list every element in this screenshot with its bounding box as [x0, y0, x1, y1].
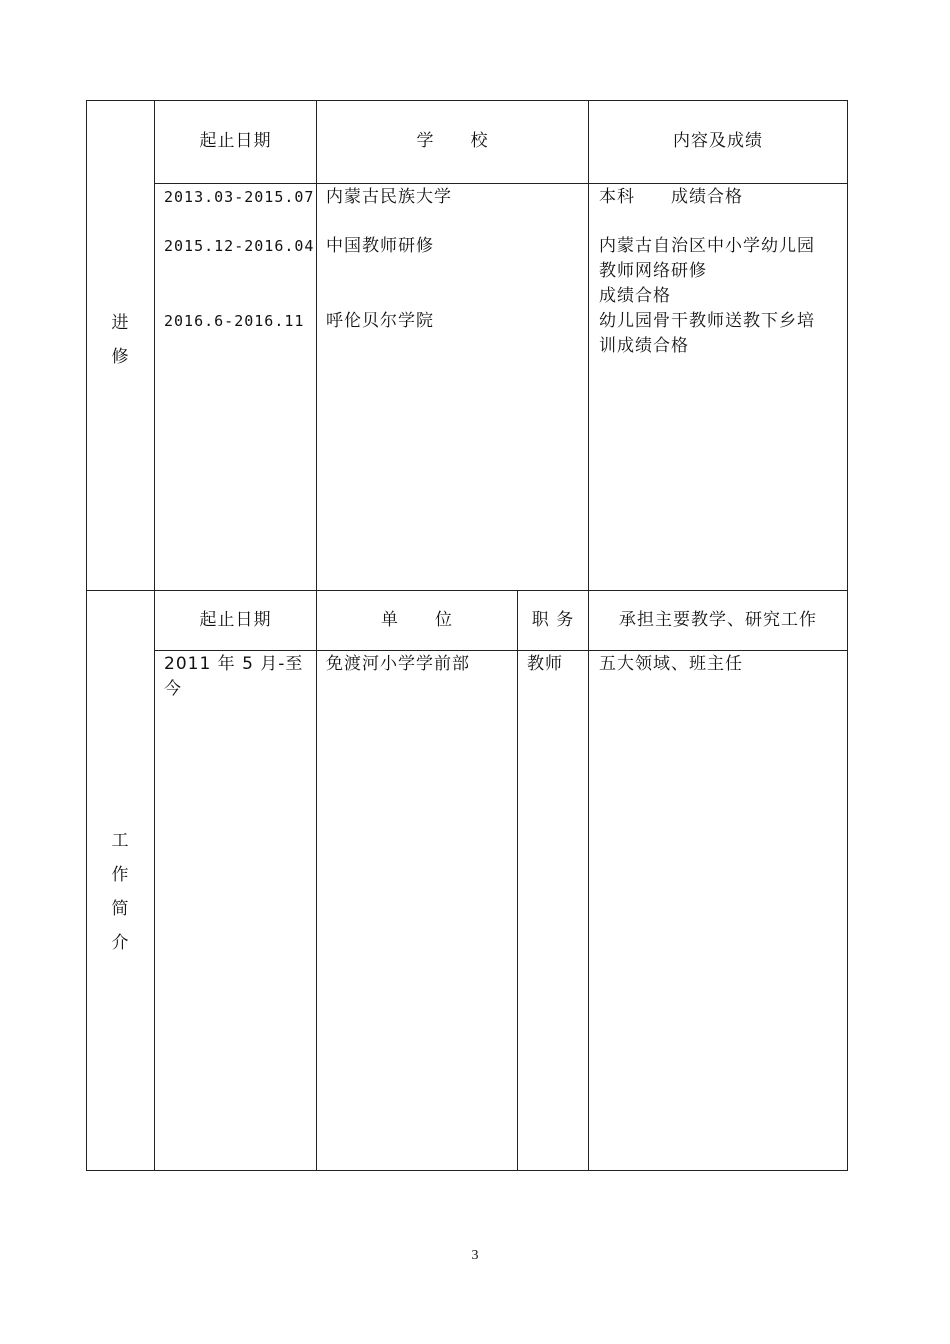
training-header-dates: 起止日期	[199, 131, 272, 151]
training-row-content: 成绩合格	[599, 286, 671, 306]
work-row-position: 教师	[527, 654, 563, 674]
dates-column-divider	[316, 100, 317, 1171]
training-row-content: 内蒙古自治区中小学幼儿园	[599, 236, 815, 256]
training-section-label	[105, 306, 135, 374]
work-header-duties: 承担主要教学、研究工作	[619, 610, 817, 630]
table-border-top	[86, 100, 848, 101]
work-row-unit: 免渡河小学学前部	[326, 654, 470, 674]
training-row-content: 本科 成绩合格	[599, 187, 743, 207]
training-row-dates: 2013.03-2015.07	[164, 188, 315, 206]
training-row-school: 呼伦贝尔学院	[326, 311, 434, 331]
work-header-divider	[154, 650, 848, 651]
training-header-school: 学 校	[416, 131, 489, 151]
work-label-char: 介	[111, 933, 129, 953]
training-header-divider	[154, 183, 848, 184]
work-header-dates: 起止日期	[199, 610, 272, 630]
work-row-dates: 今	[164, 679, 182, 699]
table-border-bottom	[86, 1170, 848, 1171]
label-column-divider	[154, 100, 155, 1171]
table-border-right	[847, 100, 848, 1171]
training-header-content: 内容及成绩	[673, 131, 763, 151]
training-row-school: 中国教师研修	[326, 236, 434, 256]
work-label-char: 作	[111, 865, 129, 885]
work-section-label	[105, 824, 135, 960]
training-row-content: 幼儿园骨干教师送教下乡培	[599, 311, 815, 331]
training-row-content: 教师网络研修	[599, 261, 707, 281]
content-column-divider	[588, 100, 589, 1171]
section-divider	[86, 590, 848, 591]
training-label-char: 进	[111, 313, 129, 333]
page-number: 3	[471, 1248, 479, 1263]
table-border-left	[86, 100, 87, 1171]
work-header-position: 职 务	[531, 610, 575, 630]
work-label-char: 工	[111, 831, 129, 851]
work-header-unit: 单 位	[381, 610, 453, 630]
position-column-divider	[517, 590, 518, 1171]
work-row-dates: 2011 年 5 月-至	[164, 654, 304, 674]
training-label-char: 修	[111, 347, 129, 367]
work-label-char: 简	[111, 899, 129, 919]
training-row-school: 内蒙古民族大学	[326, 187, 452, 207]
training-row-dates: 2016.6-2016.11	[164, 312, 305, 330]
training-row-content: 训成绩合格	[599, 336, 689, 356]
training-row-dates: 2015.12-2016.04	[164, 237, 315, 255]
work-row-duties: 五大领域、班主任	[599, 654, 743, 674]
